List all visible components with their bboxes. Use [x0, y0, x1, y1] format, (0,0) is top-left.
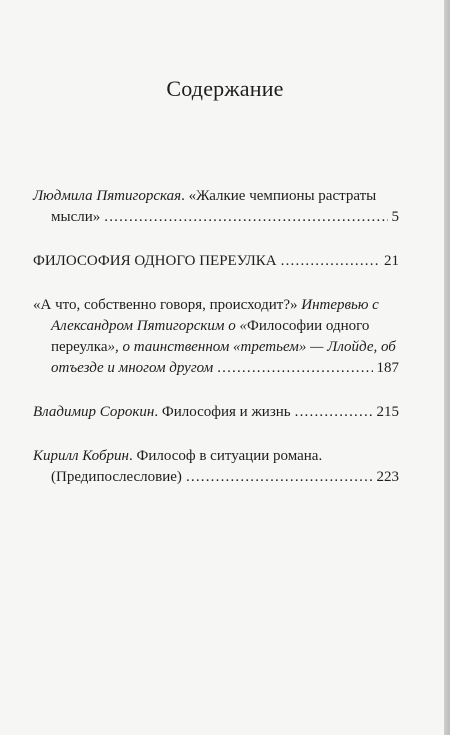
- toc-entry-title: . Философия и жизнь: [154, 404, 291, 420]
- toc-line: [33, 316, 399, 337]
- toc-line: [33, 186, 399, 207]
- toc-entry-title: «А что, собственно говоря, происходит?»: [33, 297, 298, 313]
- toc-entry-filosofiya: [33, 251, 399, 272]
- toc-entry-title: ФИЛОСОФИЯ ОДНОГО ПЕРЕУЛКА: [33, 253, 277, 269]
- toc-line: [33, 295, 399, 316]
- toc-line: [33, 207, 399, 228]
- toc-entry-title: . «Жалкие чемпионы растраты: [181, 188, 377, 204]
- toc-line: [33, 358, 399, 379]
- toc-line: [33, 467, 399, 488]
- toc-entry-italic: Интервью с: [301, 297, 379, 313]
- dot-leader: [217, 358, 372, 379]
- page-number: 187: [376, 360, 399, 376]
- toc-entry-sorokin: [33, 402, 399, 423]
- toc-entry-title-cont: (Предипослесловие): [51, 469, 182, 485]
- toc-entry-interview: [33, 295, 399, 379]
- table-of-contents: [33, 186, 399, 511]
- toc-entry-italic: Александром Пятигорским о «: [51, 318, 247, 334]
- toc-entry-title: . Философ в ситуации романа.: [128, 448, 323, 464]
- toc-author: Владимир Сорокин: [33, 404, 155, 420]
- toc-line: [33, 402, 399, 423]
- toc-entry-italic: », о таинственном «третьем» — Ллойде, об: [107, 339, 396, 355]
- toc-entry-italic: отъезде и многом другом: [51, 360, 214, 376]
- toc-author: Людмила Пятигорская: [33, 188, 182, 204]
- toc-entry-title-cont: мысли»: [51, 209, 101, 225]
- dot-leader: [104, 207, 387, 228]
- dot-leader: [186, 467, 373, 488]
- page-edge: [444, 0, 450, 735]
- page-title: Содержание: [166, 76, 284, 101]
- page-number: 215: [376, 404, 399, 420]
- page-number: 5: [391, 209, 399, 225]
- toc-author: Кирилл Кобрин: [33, 448, 129, 464]
- toc-entry-title: переулка: [51, 339, 108, 355]
- toc-entry-title: Философии одного: [246, 318, 370, 334]
- toc-line: [33, 337, 399, 358]
- toc-line: [33, 446, 399, 467]
- dot-leader: [295, 402, 373, 423]
- toc-entry-pyatigorskaya: [33, 186, 399, 228]
- page-number: 223: [376, 469, 399, 485]
- toc-line: [33, 251, 399, 272]
- page-number: 21: [384, 253, 399, 269]
- dot-leader: [281, 251, 380, 272]
- toc-entry-kobrin: [33, 446, 399, 488]
